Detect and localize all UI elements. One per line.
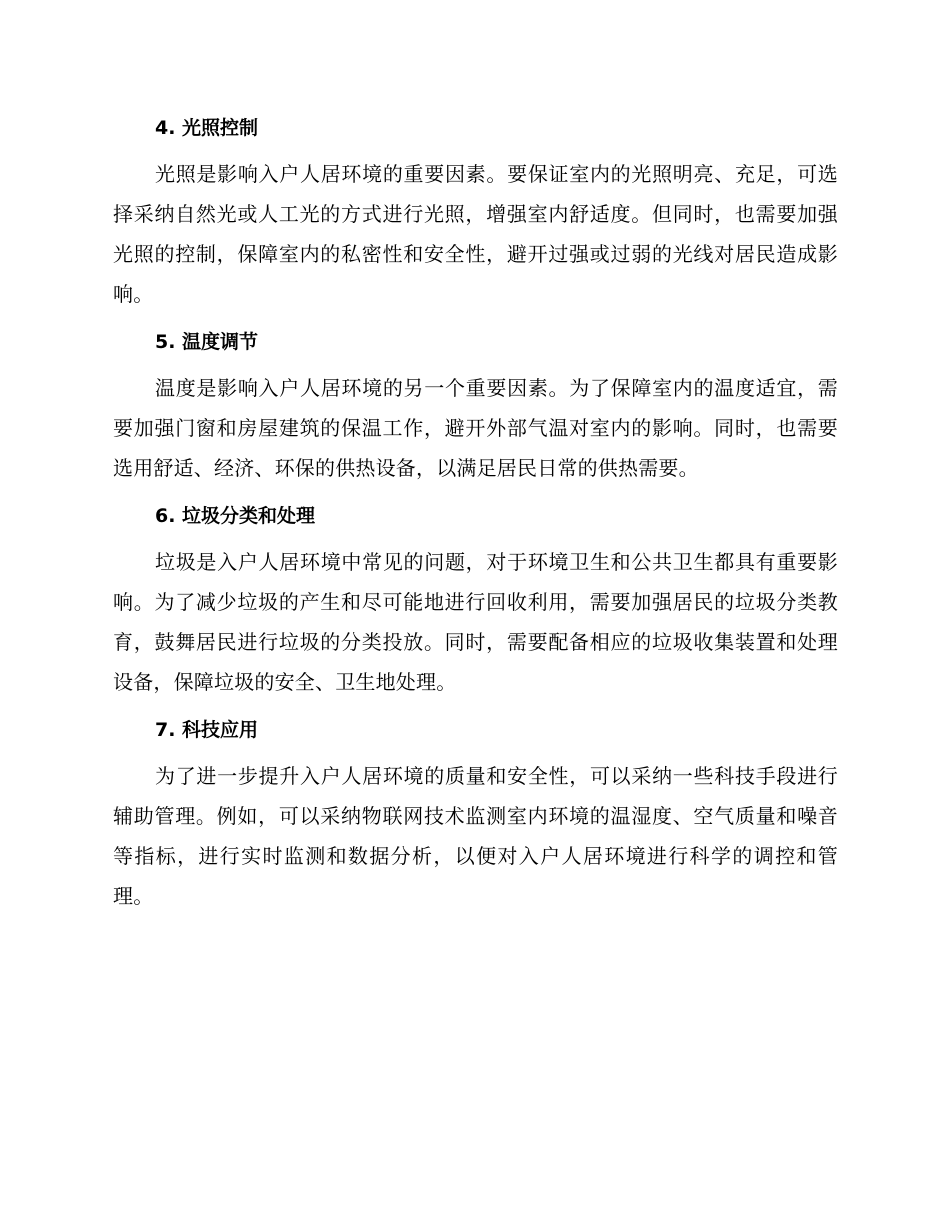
document-page bbox=[113, 112, 838, 916]
section-temperature-regulation bbox=[113, 326, 838, 488]
section-heading: 4. 光照控制 bbox=[155, 117, 259, 139]
section-waste-sorting bbox=[113, 500, 838, 702]
section-technology-application bbox=[113, 714, 838, 916]
section-heading: 6. 垃圾分类和处理 bbox=[155, 505, 316, 527]
section-heading: 7. 科技应用 bbox=[155, 719, 259, 741]
section-paragraph: 垃圾是入户人居环境中常见的问题，对于环境卫生和公共卫生都具有重要影响。为了减少垃圾的产生和尽可能地进行回收利用，需要加强居民的垃圾分类教育，鼓舞居民进行垃圾的分类投放。同时，需要配备相应的垃圾收集装置和处理设备，保障垃圾的安全、卫生地处理。 bbox=[113, 550, 838, 694]
section-lighting-control bbox=[113, 112, 838, 314]
section-heading: 5. 温度调节 bbox=[155, 331, 259, 353]
section-paragraph: 光照是影响入户人居环境的重要因素。要保证室内的光照明亮、充足，可选择采纳自然光或人工光的方式进行光照，增强室内舒适度。但同时，也需要加强光照的控制，保障室内的私密性和安全性，避开过强或过弱的光线对居民造成影响。 bbox=[113, 162, 838, 306]
section-paragraph: 为了进一步提升入户人居环境的质量和安全性，可以采纳一些科技手段进行辅助管理。例如，可以采纳物联网技术监测室内环境的温湿度、空气质量和噪音等指标，进行实时监测和数据分析，以便对入户人居环境进行科学的调控和管理。 bbox=[113, 764, 838, 908]
section-paragraph: 温度是影响入户人居环境的另一个重要因素。为了保障室内的温度适宜，需要加强门窗和房屋建筑的保温工作，避开外部气温对室内的影响。同时，也需要选用舒适、经济、环保的供热设备，以满足居民日常的供热需要。 bbox=[113, 376, 838, 480]
